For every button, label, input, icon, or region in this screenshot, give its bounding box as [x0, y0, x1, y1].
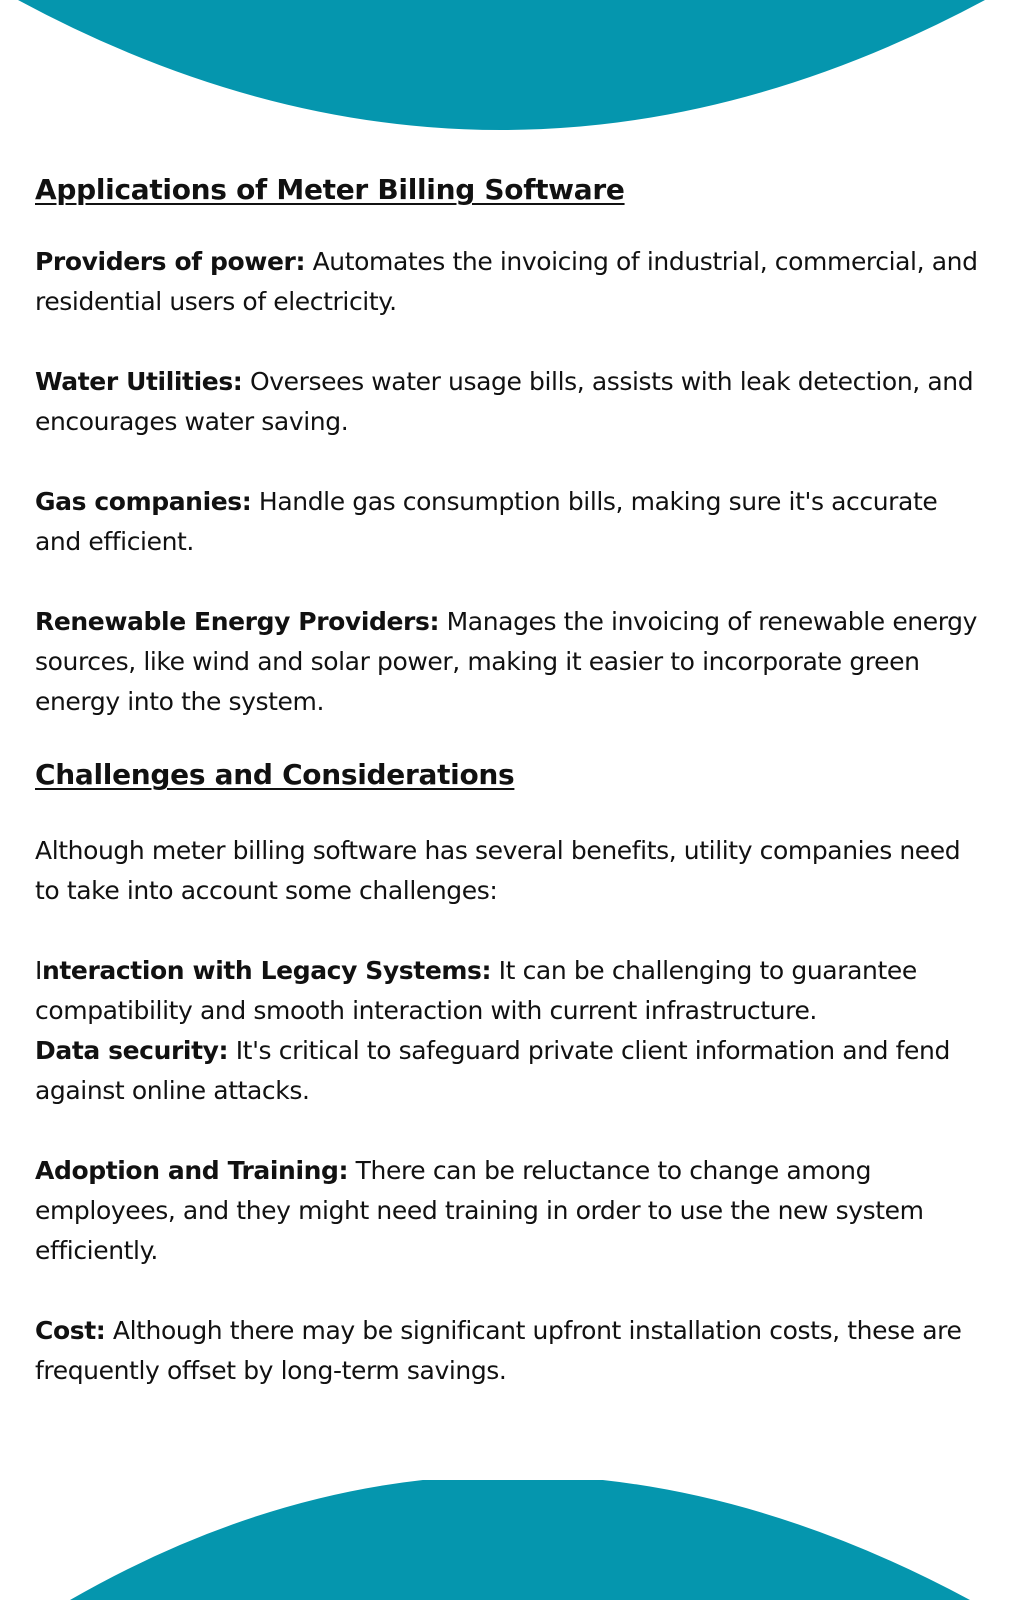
top-decorative-arc — [0, 0, 1024, 140]
application-item-renewable — [35, 602, 985, 722]
challenge-label: Data security: — [35, 1036, 229, 1065]
application-label: Renewable Energy Providers: — [35, 607, 440, 636]
challenge-label: nteraction with Legacy Systems: — [41, 956, 492, 985]
applications-heading: Applications of Meter Billing Software — [35, 173, 625, 206]
challenge-label: Cost: — [35, 1316, 106, 1345]
challenge-item-adoption — [35, 1151, 985, 1271]
application-text: Automates the invoicing of industrial, commercial, and residential users of electricity. — [35, 247, 978, 316]
challenge-text: Although there may be significant upfront installation costs, these are frequently offset by long-term savings. — [35, 1316, 962, 1385]
challenges-heading: Challenges and Considerations — [35, 758, 515, 791]
bottom-decorative-arc — [0, 1480, 1024, 1600]
challenge-item-security — [35, 1031, 985, 1111]
challenge-item-legacy — [35, 951, 985, 1031]
application-text: Manages the invoicing of renewable energy sources, like wind and solar power, making it easier to incorporate green energy into the system. — [35, 607, 978, 716]
application-item-gas — [35, 482, 985, 562]
application-label: Water Utilities: — [35, 367, 243, 396]
application-text: Handle gas consumption bills, making sure it's accurate and efficient. — [35, 487, 938, 556]
article-body — [35, 170, 985, 1391]
challenge-prefix: I — [35, 956, 42, 985]
challenge-text: It can be challenging to guarantee compatibility and smooth interaction with current infrastructure. — [35, 956, 917, 1025]
application-text: Oversees water usage bills, assists with leak detection, and encourages water saving. — [35, 367, 974, 436]
challenges-intro: Although meter billing software has several benefits, utility companies need to take into account some challenges: — [35, 836, 961, 905]
application-label: Gas companies: — [35, 487, 252, 516]
challenge-text: It's critical to safeguard private client information and fend against online attacks. — [35, 1036, 950, 1105]
challenge-label: Adoption and Training: — [35, 1156, 349, 1185]
application-label: Providers of power: — [35, 247, 306, 276]
application-item-power — [35, 242, 985, 322]
challenge-text: There can be reluctance to change among employees, and they might need training in order to use the new system efficiently. — [35, 1156, 924, 1265]
application-item-water — [35, 362, 985, 442]
challenge-item-cost — [35, 1311, 985, 1391]
